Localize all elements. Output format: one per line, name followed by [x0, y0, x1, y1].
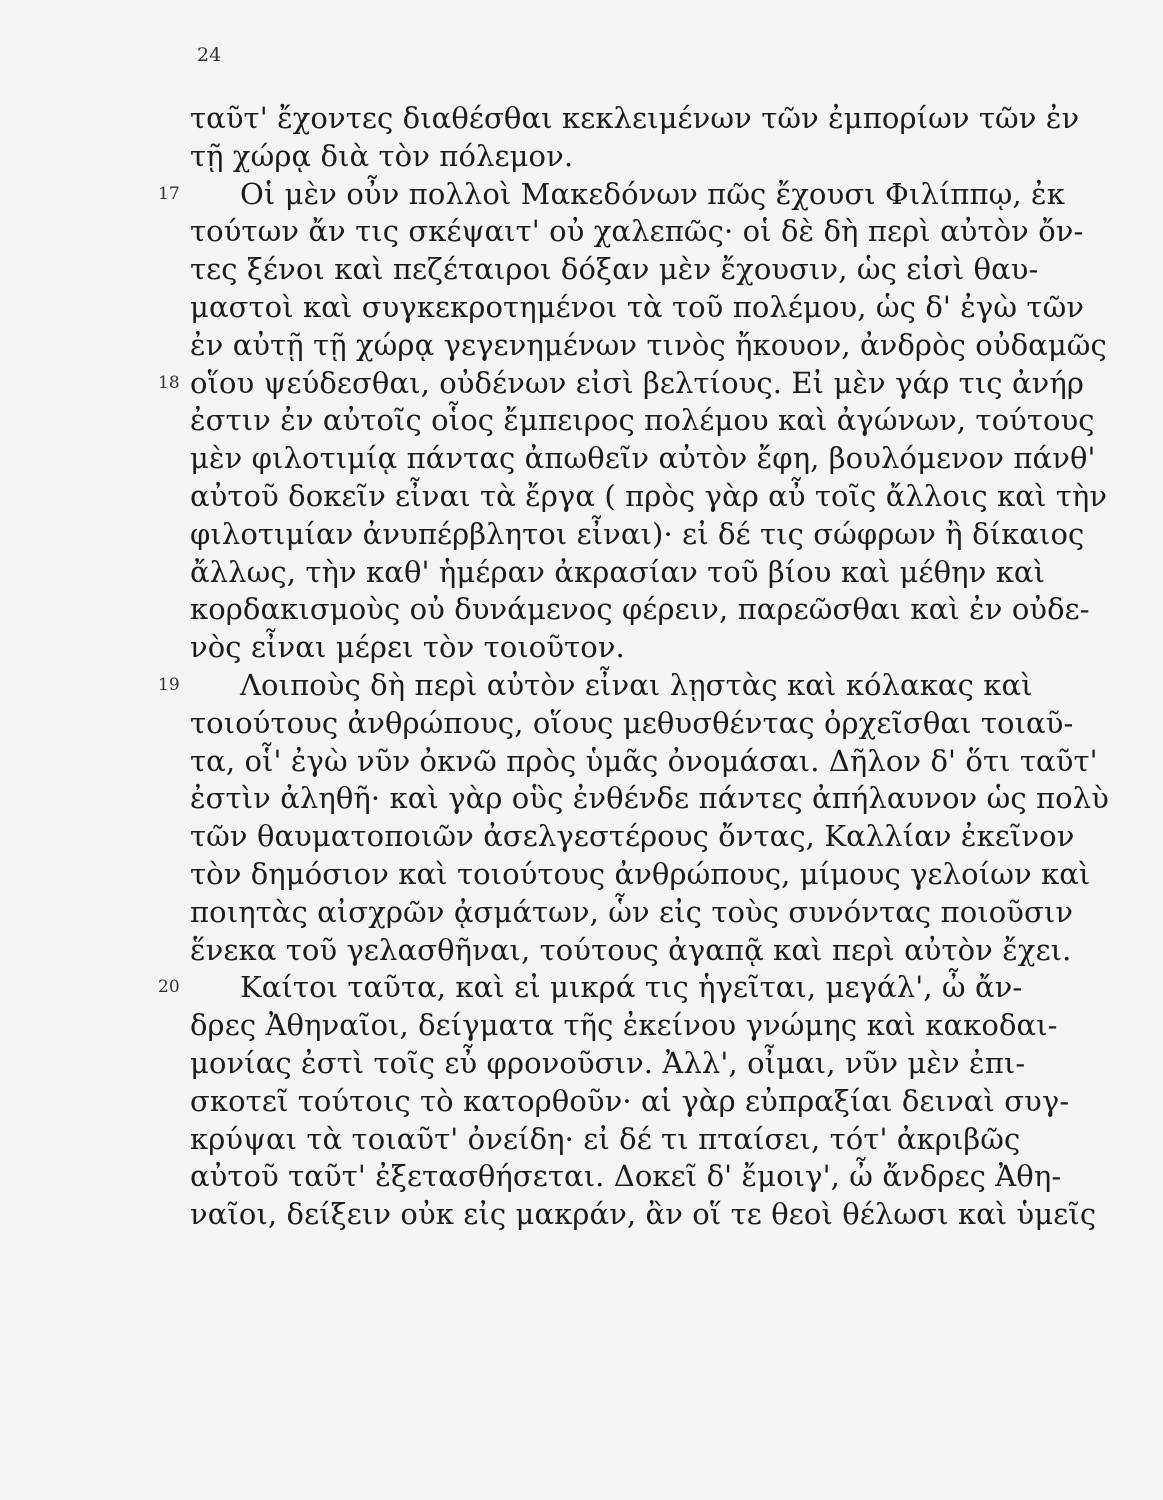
section-number: 18 — [158, 372, 180, 393]
line-text: αὐτοῦ ταῦτ' ἐξετασθήσεται. Δοκεῖ δ' ἔμοιγ', ὦ ἄνδρες Ἀθη- — [190, 1159, 1062, 1194]
text-line — [158, 176, 1065, 214]
text-line — [190, 554, 1046, 592]
line-text: Καίτοι ταῦτα, καὶ εἰ μικρά τις ἡγεῖται, μεγάλ', ὦ ἄν- — [240, 970, 1023, 1005]
text-line — [190, 327, 1107, 365]
line-text: τες ξένοι καὶ πεζέταιροι δόξαν μὲν ἔχουσιν, ὡς εἰσὶ θαυ- — [190, 252, 1039, 287]
text-line — [190, 932, 1072, 970]
line-text: κορδακισμοὺς οὐ δυνάμενος φέρειν, παρεῶσθαι καὶ ἐν οὐδε- — [190, 592, 1090, 627]
text-line — [190, 780, 1109, 818]
section-number: 20 — [158, 977, 180, 998]
line-text: τα, οἷ' ἐγὼ νῦν ὀκνῶ πρὸς ὑμᾶς ὀνομάσαι. Δῆλον δ' ὅτι ταῦτ' — [190, 743, 1098, 778]
text-line — [190, 1121, 1040, 1159]
text-line — [190, 629, 1040, 667]
line-text: ἕνεκα τοῦ γελασθῆναι, τούτους ἀγαπᾷ καὶ περὶ αὐτὸν ἔχει. — [190, 932, 1072, 967]
line-text: κρύψαι τὰ τοιαῦτ' ὀνείδη· εἰ δέ τι πταίσει, τότ' ἀκριβῶς — [190, 1121, 1021, 1156]
line-text: ποιητὰς αἰσχρῶν ᾀσμάτων, ὧν εἰς τοὺς συνόντας ποιοῦσιν — [190, 894, 1074, 929]
line-text: νὸς εἶναι μέρει τὸν τοιοῦτον. — [190, 630, 625, 665]
section-number: 17 — [158, 183, 180, 204]
text-line — [190, 1083, 1070, 1121]
line-text: μονίας ἐστὶ τοῖς εὖ φρονοῦσιν. Ἀλλ', οἶμαι, νῦν μὲν ἐπι- — [190, 1045, 1026, 1080]
greek-text-body — [158, 100, 1109, 1234]
line-text: τῶν θαυματοποιῶν ἀσελγεστέρους ὄντας, Καλλίαν ἐκεῖνον — [190, 819, 1075, 854]
line-text: τοιούτους ἀνθρώπους, οἵους μεθυσθέντας ὀρχεῖσθαι τοιαῦ- — [190, 705, 1074, 740]
text-line — [190, 289, 1085, 327]
line-text: Λοιποὺς δὴ περὶ αὐτὸν εἶναι λῃστὰς καὶ κόλακας καὶ — [240, 667, 1033, 702]
text-line — [158, 667, 1040, 705]
line-text: αὐτοῦ δοκεῖν εἶναι τὰ ἔργα ( πρὸς γὰρ αὖ τοῖς ἄλλοις καὶ τὴν — [190, 478, 1108, 513]
text-line — [158, 969, 1040, 1007]
text-line — [190, 100, 1080, 138]
text-line — [190, 818, 1075, 856]
line-text: ταῦτ' ἔχοντες διαθέσθαι κεκλειμένων τῶν ἐμπορίων τῶν ἐν — [190, 101, 1080, 135]
text-line — [190, 440, 1096, 478]
text-line — [190, 743, 1098, 781]
page-number: 24 — [197, 44, 222, 66]
line-text: ἐστιν ἐν αὐτοῖς οἷος ἔμπειρος πολέμου καὶ ἀγώνων, τούτους — [190, 403, 1095, 438]
line-text: ναῖοι, δείξειν οὐκ εἰς μακράν, ἂν οἵ τε θεοὶ θέλωσι καὶ ὑμεῖς — [190, 1197, 1097, 1232]
line-text: Οἱ μὲν οὖν πολλοὶ Μακεδόνων πῶς ἔχουσι Φιλίππῳ, ἐκ — [240, 176, 1065, 211]
line-text: μὲν φιλοτιμίᾳ πάντας ἀπωθεῖν αὐτὸν ἔφη, βουλόμενον πάνθ' — [190, 441, 1096, 476]
line-text: ἐστὶν ἀληθῆ· καὶ γὰρ οὓς ἐνθένδε πάντες ἀπήλαυνον ὡς πολὺ — [190, 781, 1109, 816]
line-text: τὸν δημόσιον καὶ τοιούτους ἀνθρώπους, μίμους γελοίων καὶ — [190, 856, 1091, 891]
text-line — [190, 213, 1084, 251]
line-text: ἄλλως, τὴν καθ' ἡμέραν ἀκρασίαν τοῦ βίου καὶ μέθην καὶ — [190, 554, 1046, 589]
text-line — [190, 138, 1040, 176]
line-text: οἵου ψεύδεσθαι, οὐδένων εἰσὶ βελτίους. Εἰ μὲν γάρ τις ἀνήρ — [190, 365, 1084, 400]
text-line — [190, 1158, 1062, 1196]
line-text: τούτων ἄν τις σκέψαιτ' οὐ χαλεπῶς· οἱ δὲ δὴ περὶ αὐτὸν ὄν- — [190, 214, 1084, 249]
section-number: 19 — [158, 674, 180, 695]
line-text: δρες Ἀθηναῖοι, δείγματα τῆς ἐκείνου γνώμης καὶ κακοδαι- — [190, 1008, 1058, 1043]
text-line — [158, 365, 1084, 403]
line-text: τῇ χώρᾳ διὰ τὸν πόλεμον. — [190, 138, 574, 173]
text-line — [190, 1196, 1097, 1234]
text-line — [190, 591, 1090, 629]
line-text: μαστοὶ καὶ συγκεκροτημένοι τὰ τοῦ πολέμου, ὡς δ' ἐγὼ τῶν — [190, 289, 1085, 324]
text-line — [190, 705, 1074, 743]
text-line — [190, 1007, 1058, 1045]
text-line — [190, 856, 1091, 894]
text-line — [190, 251, 1040, 289]
line-text: φιλοτιμίαν ἀνυπέρβλητοι εἶναι)· εἰ δέ τις σώφρων ἢ δίκαιος — [190, 516, 1085, 551]
line-text: σκοτεῖ τούτοις τὸ κατορθοῦν· αἱ γὰρ εὐπραξίαι δειναὶ συγ- — [190, 1083, 1070, 1118]
text-line — [190, 894, 1074, 932]
line-text: ἐν αὐτῇ τῇ χώρᾳ γεγενημένων τινὸς ἤκουον, ἀνδρὸς οὐδαμῶς — [190, 327, 1107, 362]
text-line — [190, 478, 1108, 516]
text-line — [190, 402, 1095, 440]
text-line — [190, 1045, 1040, 1083]
text-line — [190, 516, 1085, 554]
